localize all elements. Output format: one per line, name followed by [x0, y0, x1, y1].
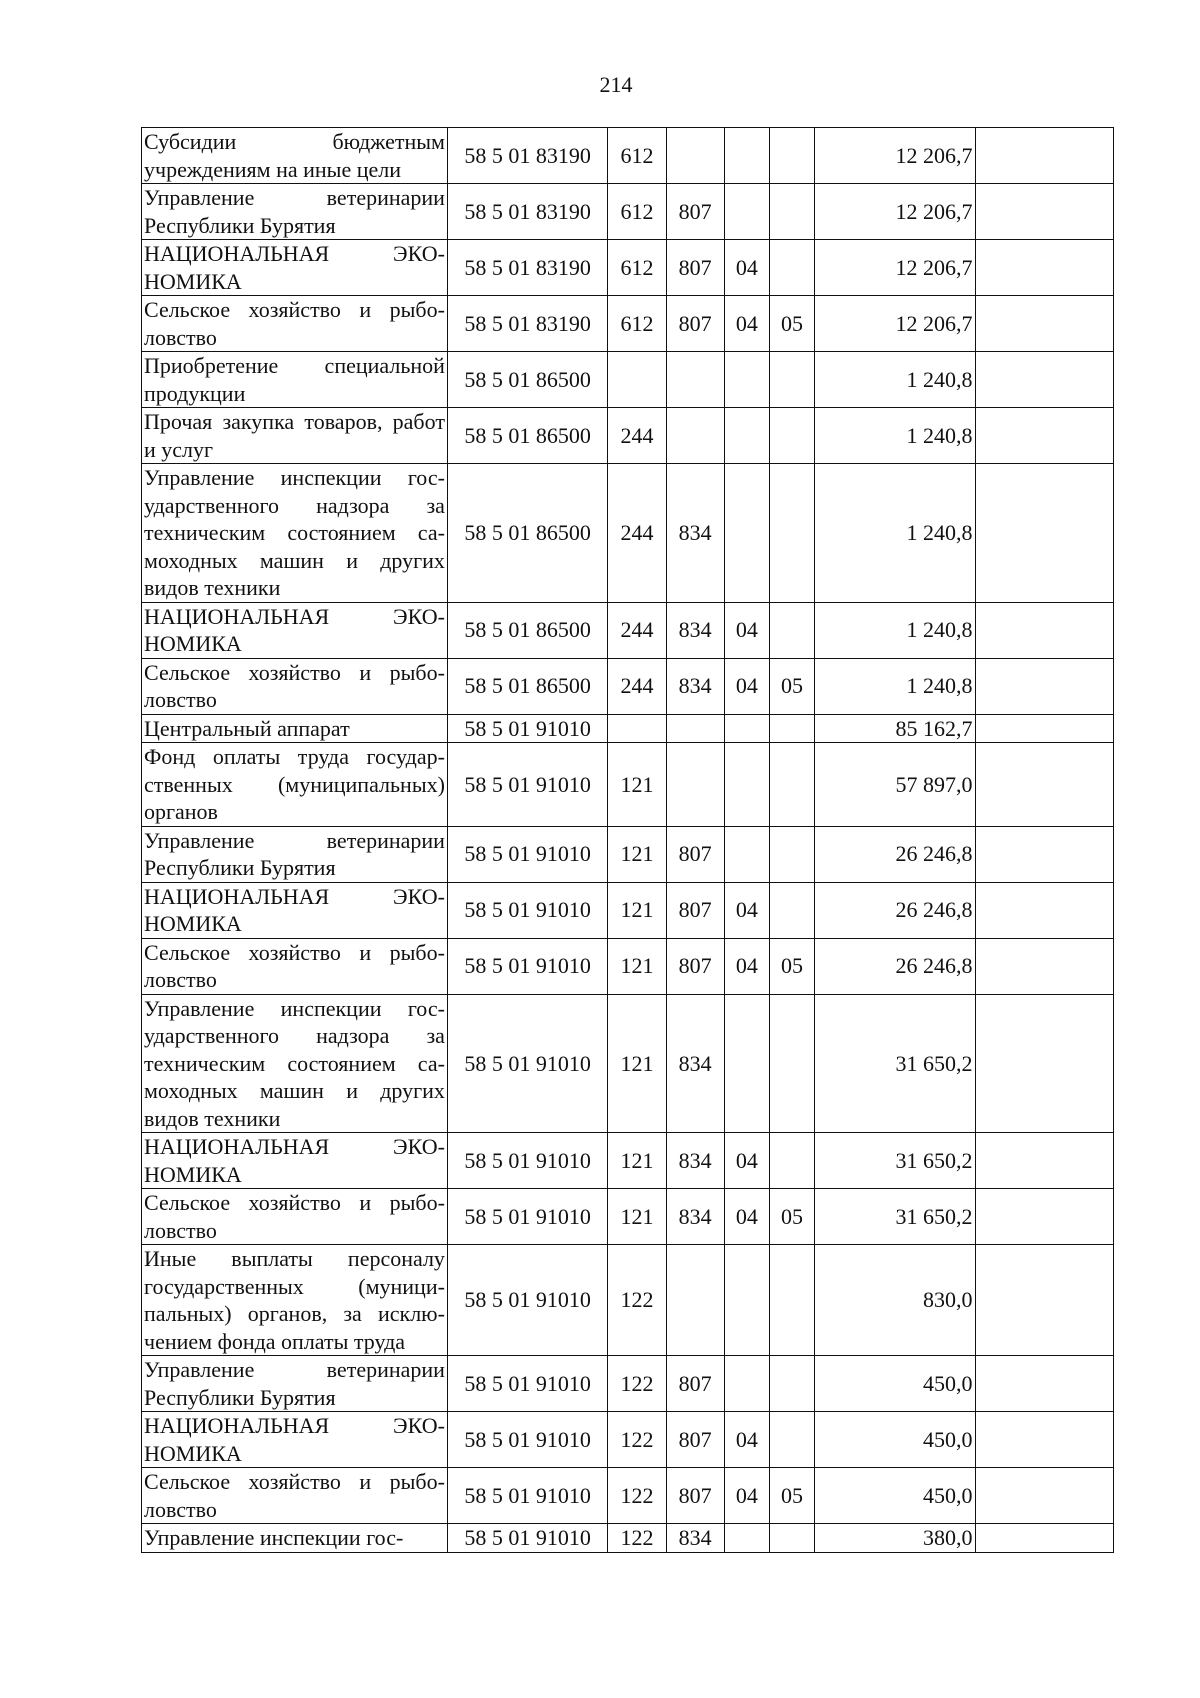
- row-name-cell: Сельское хозяйство и рыболовство: [142, 1468, 448, 1524]
- amount-cell: 1 240,8: [815, 352, 975, 408]
- table-row: [142, 352, 1114, 408]
- expense-type-code-cell: 121: [608, 938, 666, 994]
- subsection-code-cell: 05: [769, 658, 814, 714]
- amount-cell: 31 650,2: [815, 994, 975, 1133]
- row-name-cell: Центральный аппарат: [142, 714, 448, 743]
- target-article-code-cell: 58 5 01 91010: [447, 1189, 607, 1245]
- expense-type-code-cell: 612: [608, 184, 666, 240]
- subsection-code-cell: [769, 1133, 814, 1189]
- empty-cell: [975, 714, 1114, 743]
- target-article-code-cell: 58 5 01 91010: [447, 1468, 607, 1524]
- empty-cell: [975, 1133, 1114, 1189]
- empty-cell: [975, 464, 1114, 603]
- expense-type-code-cell: 612: [608, 128, 666, 184]
- table-row: [142, 1468, 1114, 1524]
- administrator-code-cell: 834: [666, 464, 724, 603]
- expense-type-code-cell: 244: [608, 658, 666, 714]
- empty-cell: [975, 1356, 1114, 1412]
- expense-type-code-cell: 244: [608, 464, 666, 603]
- empty-cell: [975, 240, 1114, 296]
- subsection-code-cell: [769, 1412, 814, 1468]
- administrator-code-cell: 807: [666, 938, 724, 994]
- expense-type-code-cell: [608, 714, 666, 743]
- section-code-cell: [724, 464, 769, 603]
- administrator-code-cell: 834: [666, 602, 724, 658]
- expense-type-code-cell: 244: [608, 602, 666, 658]
- section-code-cell: 04: [724, 1468, 769, 1524]
- row-name-cell: Иные выплаты персоналу государственных (муниципальных) органов, за исключением фонда оплаты труда: [142, 1245, 448, 1356]
- amount-cell: 12 206,7: [815, 240, 975, 296]
- empty-cell: [975, 1524, 1114, 1553]
- section-code-cell: [724, 184, 769, 240]
- target-article-code-cell: 58 5 01 91010: [447, 1524, 607, 1553]
- administrator-code-cell: [666, 408, 724, 464]
- empty-cell: [975, 1468, 1114, 1524]
- amount-cell: 26 246,8: [815, 826, 975, 882]
- budget-table: [141, 127, 1114, 1553]
- amount-cell: 1 240,8: [815, 602, 975, 658]
- empty-cell: [975, 826, 1114, 882]
- target-article-code-cell: 58 5 01 91010: [447, 882, 607, 938]
- empty-cell: [975, 128, 1114, 184]
- row-name-cell: Управление ветеринарии Республики Бурятия: [142, 184, 448, 240]
- target-article-code-cell: 58 5 01 86500: [447, 658, 607, 714]
- amount-cell: 1 240,8: [815, 464, 975, 603]
- target-article-code-cell: 58 5 01 91010: [447, 994, 607, 1133]
- subsection-code-cell: [769, 240, 814, 296]
- row-name-cell: НАЦИОНАЛЬНАЯ ЭКОНОМИКА: [142, 602, 448, 658]
- row-name-cell: НАЦИОНАЛЬНАЯ ЭКОНОМИКА: [142, 240, 448, 296]
- row-name-cell: Управление инспекции государственного надзора за техническим состоянием самоходных машин и других видов техники: [142, 994, 448, 1133]
- administrator-code-cell: 807: [666, 1468, 724, 1524]
- table-row: [142, 1524, 1114, 1553]
- expense-type-code-cell: 121: [608, 1133, 666, 1189]
- amount-cell: 12 206,7: [815, 128, 975, 184]
- section-code-cell: 04: [724, 296, 769, 352]
- target-article-code-cell: 58 5 01 86500: [447, 408, 607, 464]
- subsection-code-cell: [769, 714, 814, 743]
- target-article-code-cell: 58 5 01 91010: [447, 1356, 607, 1412]
- subsection-code-cell: [769, 1524, 814, 1553]
- table-row: [142, 938, 1114, 994]
- target-article-code-cell: 58 5 01 91010: [447, 1412, 607, 1468]
- empty-cell: [975, 994, 1114, 1133]
- amount-cell: 31 650,2: [815, 1133, 975, 1189]
- administrator-code-cell: 807: [666, 296, 724, 352]
- table-row: [142, 464, 1114, 603]
- empty-cell: [975, 408, 1114, 464]
- page-number: 214: [599, 72, 633, 97]
- section-code-cell: [724, 128, 769, 184]
- section-code-cell: [724, 994, 769, 1133]
- subsection-code-cell: [769, 128, 814, 184]
- subsection-code-cell: 05: [769, 1468, 814, 1524]
- table-row: [142, 994, 1114, 1133]
- target-article-code-cell: 58 5 01 86500: [447, 464, 607, 603]
- amount-cell: 1 240,8: [815, 658, 975, 714]
- row-name-cell: Фонд оплаты труда государственных (муниципальных) органов: [142, 743, 448, 827]
- row-name-cell: Управление ветеринарии Республики Бурятия: [142, 1356, 448, 1412]
- row-name-cell: Управление ветеринарии Республики Бурятия: [142, 826, 448, 882]
- table-row: [142, 1412, 1114, 1468]
- subsection-code-cell: [769, 352, 814, 408]
- empty-cell: [975, 352, 1114, 408]
- expense-type-code-cell: 122: [608, 1412, 666, 1468]
- amount-cell: 830,0: [815, 1245, 975, 1356]
- administrator-code-cell: 834: [666, 1524, 724, 1553]
- subsection-code-cell: [769, 826, 814, 882]
- subsection-code-cell: [769, 602, 814, 658]
- row-name-cell: Приобретение специальной продукции: [142, 352, 448, 408]
- table-row: [142, 240, 1114, 296]
- amount-cell: 26 246,8: [815, 882, 975, 938]
- administrator-code-cell: 807: [666, 882, 724, 938]
- expense-type-code-cell: 122: [608, 1356, 666, 1412]
- subsection-code-cell: [769, 743, 814, 827]
- subsection-code-cell: [769, 408, 814, 464]
- administrator-code-cell: [666, 352, 724, 408]
- table-row: [142, 743, 1114, 827]
- administrator-code-cell: 807: [666, 240, 724, 296]
- target-article-code-cell: 58 5 01 91010: [447, 1133, 607, 1189]
- row-name-cell: Сельское хозяйство и рыболовство: [142, 938, 448, 994]
- administrator-code-cell: 834: [666, 1133, 724, 1189]
- table-row: [142, 1133, 1114, 1189]
- empty-cell: [975, 882, 1114, 938]
- subsection-code-cell: [769, 994, 814, 1133]
- empty-cell: [975, 1189, 1114, 1245]
- row-name-cell: НАЦИОНАЛЬНАЯ ЭКОНОМИКА: [142, 1412, 448, 1468]
- amount-cell: 12 206,7: [815, 296, 975, 352]
- empty-cell: [975, 602, 1114, 658]
- row-name-cell: Сельское хозяйство и рыболовство: [142, 1189, 448, 1245]
- section-code-cell: [724, 1356, 769, 1412]
- administrator-code-cell: [666, 714, 724, 743]
- section-code-cell: 04: [724, 658, 769, 714]
- subsection-code-cell: 05: [769, 296, 814, 352]
- administrator-code-cell: [666, 743, 724, 827]
- subsection-code-cell: [769, 882, 814, 938]
- expense-type-code-cell: 612: [608, 240, 666, 296]
- administrator-code-cell: 807: [666, 826, 724, 882]
- table-row: [142, 882, 1114, 938]
- amount-cell: 450,0: [815, 1356, 975, 1412]
- expense-type-code-cell: 121: [608, 743, 666, 827]
- target-article-code-cell: 58 5 01 86500: [447, 602, 607, 658]
- administrator-code-cell: 834: [666, 1189, 724, 1245]
- section-code-cell: [724, 1245, 769, 1356]
- section-code-cell: [724, 1524, 769, 1553]
- row-name-cell: Прочая закупка товаров, работ и услуг: [142, 408, 448, 464]
- empty-cell: [975, 743, 1114, 827]
- administrator-code-cell: [666, 128, 724, 184]
- target-article-code-cell: 58 5 01 83190: [447, 128, 607, 184]
- section-code-cell: 04: [724, 1412, 769, 1468]
- amount-cell: 1 240,8: [815, 408, 975, 464]
- empty-cell: [975, 938, 1114, 994]
- section-code-cell: 04: [724, 1189, 769, 1245]
- section-code-cell: 04: [724, 240, 769, 296]
- target-article-code-cell: 58 5 01 91010: [447, 1245, 607, 1356]
- table-row: [142, 714, 1114, 743]
- row-name-cell: НАЦИОНАЛЬНАЯ ЭКОНОМИКА: [142, 882, 448, 938]
- amount-cell: 26 246,8: [815, 938, 975, 994]
- amount-cell: 12 206,7: [815, 184, 975, 240]
- section-code-cell: 04: [724, 602, 769, 658]
- administrator-code-cell: 807: [666, 1412, 724, 1468]
- row-name-cell: Сельское хозяйство и рыболовство: [142, 658, 448, 714]
- table-row: [142, 1189, 1114, 1245]
- administrator-code-cell: 807: [666, 1356, 724, 1412]
- subsection-code-cell: [769, 464, 814, 603]
- section-code-cell: [724, 408, 769, 464]
- section-code-cell: 04: [724, 1133, 769, 1189]
- table-row: [142, 408, 1114, 464]
- expense-type-code-cell: 122: [608, 1524, 666, 1553]
- table-row: [142, 128, 1114, 184]
- expense-type-code-cell: 121: [608, 1189, 666, 1245]
- expense-type-code-cell: [608, 352, 666, 408]
- administrator-code-cell: 807: [666, 184, 724, 240]
- subsection-code-cell: [769, 1356, 814, 1412]
- subsection-code-cell: [769, 1245, 814, 1356]
- target-article-code-cell: 58 5 01 83190: [447, 240, 607, 296]
- section-code-cell: 04: [724, 882, 769, 938]
- table-row: [142, 1356, 1114, 1412]
- expense-type-code-cell: 121: [608, 882, 666, 938]
- target-article-code-cell: 58 5 01 83190: [447, 296, 607, 352]
- table-row: [142, 826, 1114, 882]
- empty-cell: [975, 184, 1114, 240]
- empty-cell: [975, 658, 1114, 714]
- empty-cell: [975, 1245, 1114, 1356]
- target-article-code-cell: 58 5 01 83190: [447, 184, 607, 240]
- section-code-cell: [724, 743, 769, 827]
- target-article-code-cell: 58 5 01 91010: [447, 714, 607, 743]
- amount-cell: 450,0: [815, 1412, 975, 1468]
- expense-type-code-cell: 121: [608, 994, 666, 1133]
- subsection-code-cell: 05: [769, 938, 814, 994]
- section-code-cell: [724, 714, 769, 743]
- target-article-code-cell: 58 5 01 86500: [447, 352, 607, 408]
- table-body: [142, 128, 1114, 1553]
- section-code-cell: [724, 352, 769, 408]
- target-article-code-cell: 58 5 01 91010: [447, 743, 607, 827]
- empty-cell: [975, 1412, 1114, 1468]
- expense-type-code-cell: 612: [608, 296, 666, 352]
- section-code-cell: [724, 826, 769, 882]
- administrator-code-cell: [666, 1245, 724, 1356]
- amount-cell: 450,0: [815, 1468, 975, 1524]
- table-row: [142, 1245, 1114, 1356]
- subsection-code-cell: [769, 184, 814, 240]
- expense-type-code-cell: 121: [608, 826, 666, 882]
- administrator-code-cell: 834: [666, 994, 724, 1133]
- section-code-cell: 04: [724, 938, 769, 994]
- table-row: [142, 184, 1114, 240]
- target-article-code-cell: 58 5 01 91010: [447, 826, 607, 882]
- table-row: [142, 602, 1114, 658]
- empty-cell: [975, 296, 1114, 352]
- row-name-cell: Сельское хозяйство и рыболовство: [142, 296, 448, 352]
- row-name-cell: Управление инспекции государственного надзора за техническим состоянием самоходных машин и других видов техники: [142, 464, 448, 603]
- row-name-cell: Управление инспекции гос-: [142, 1524, 448, 1553]
- subsection-code-cell: 05: [769, 1189, 814, 1245]
- amount-cell: 85 162,7: [815, 714, 975, 743]
- amount-cell: 57 897,0: [815, 743, 975, 827]
- administrator-code-cell: 834: [666, 658, 724, 714]
- amount-cell: 31 650,2: [815, 1189, 975, 1245]
- row-name-cell: НАЦИОНАЛЬНАЯ ЭКОНОМИКА: [142, 1133, 448, 1189]
- expense-type-code-cell: 122: [608, 1468, 666, 1524]
- table-row: [142, 658, 1114, 714]
- amount-cell: 380,0: [815, 1524, 975, 1553]
- table-row: [142, 296, 1114, 352]
- row-name-cell: Субсидии бюджетным учреждениям на иные цели: [142, 128, 448, 184]
- target-article-code-cell: 58 5 01 91010: [447, 938, 607, 994]
- expense-type-code-cell: 244: [608, 408, 666, 464]
- expense-type-code-cell: 122: [608, 1245, 666, 1356]
